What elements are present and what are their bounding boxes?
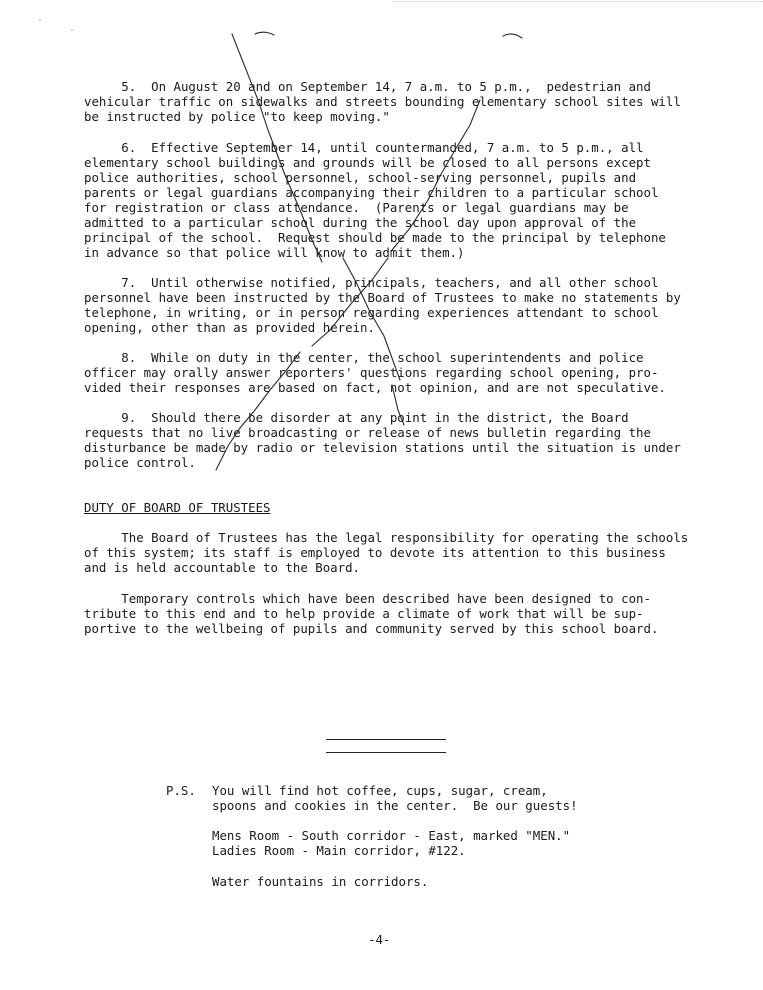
- paragraph-8-line-2: officer may orally answer reporters' questions regarding school opening, pro-: [84, 365, 659, 380]
- pen-stroke-diagonal-2: [343, 258, 400, 380]
- page-number: -4-: [368, 932, 391, 947]
- paragraph-7-line-3: telephone, in writing, or in person regarding experiences attendant to school: [84, 305, 659, 320]
- duty-paragraph-1-line-3: and is held accountable to the Board.: [84, 560, 361, 575]
- paragraph-8-line-1: 8. While on duty in the center, the school superintendents and police: [84, 350, 644, 365]
- ps-line-5: Ladies Room - Main corridor, #122.: [212, 843, 466, 858]
- paragraph-6-line-8: in advance so that police will know to admit them.): [84, 245, 465, 260]
- paragraph-8-line-3: vided their responses are based on fact, not opinion, and are not speculative.: [84, 380, 666, 395]
- paragraph-9-line-2: requests that no live broadcasting or release of news bulletin regarding the: [84, 425, 651, 440]
- duty-paragraph-1-line-2: of this system; its staff is employed to devote its attention to this business: [84, 545, 666, 560]
- pen-stroke-right-1: [392, 100, 480, 250]
- paragraph-7-line-2: personnel have been instructed by the Board of Trustees to make no statements by: [84, 290, 681, 305]
- paragraph-9-line-4: police control.: [84, 455, 196, 470]
- paragraph-6-line-1: 6. Effective September 14, until countermanded, 7 a.m. to 5 p.m., all: [84, 140, 644, 155]
- scan-speck: [71, 29, 73, 31]
- pen-stroke-diagonal-1: [268, 130, 322, 262]
- paragraph-6-line-7: principal of the school. Request should be made to the principal by telephone: [84, 230, 666, 245]
- ps-line-1: You will find hot coffee, cups, sugar, cream,: [212, 783, 548, 798]
- pen-tick-right: [503, 34, 522, 38]
- paragraph-5-line-1: 5. On August 20 and on September 14, 7 a.m. to 5 p.m., pedestrian and: [84, 79, 651, 94]
- paragraph-5-line-2: vehicular traffic on sidewalks and streets bounding elementary school sites will: [84, 94, 681, 109]
- pen-tick-left: [255, 32, 274, 35]
- paragraph-6-line-2: elementary school buildings and grounds will be closed to all persons except: [84, 155, 651, 170]
- ps-line-2: spoons and cookies in the center. Be our guests!: [212, 798, 578, 813]
- pen-stroke-diagonal-3: [392, 385, 404, 425]
- ps-line-7: Water fountains in corridors.: [212, 874, 429, 889]
- duty-paragraph-1-line-1: The Board of Trustees has the legal responsibility for operating the schools: [84, 530, 689, 545]
- duty-paragraph-2-line-3: portive to the wellbeing of pupils and community served by this school board.: [84, 621, 659, 636]
- paragraph-6-line-6: admitted to a particular school during the school day upon approval of the: [84, 215, 637, 230]
- pen-stroke-right-3: [216, 352, 300, 470]
- paragraph-6-line-3: police authorities, school personnel, school-serving personnel, pupils and: [84, 170, 637, 185]
- ps-line-4: Mens Room - South corridor - East, marked "MEN.": [212, 828, 571, 843]
- paragraph-9-line-1: 9. Should there be disorder at any point in the district, the Board: [84, 410, 629, 425]
- pen-stroke-upper-left: [232, 34, 268, 130]
- paragraph-5-line-3: be instructed by police "to keep moving.": [84, 109, 390, 124]
- paragraph-6-line-4: parents or legal guardians accompanying their children to a particular school: [84, 185, 659, 200]
- duty-paragraph-2-line-1: Temporary controls which have been described have been designed to con-: [84, 591, 651, 606]
- section-heading: DUTY OF BOARD OF TRUSTEES: [84, 500, 271, 515]
- paragraph-9-line-3: disturbance be made by radio or television stations until the situation is under: [84, 440, 681, 455]
- ps-label: P.S.: [166, 783, 196, 798]
- paragraph-7-line-4: opening, other than as provided herein.: [84, 320, 375, 335]
- duty-paragraph-2-line-2: tribute to this end and to help provide a climate of work that will be sup-: [84, 606, 644, 621]
- scan-speck: [39, 19, 41, 21]
- paragraph-7-line-1: 7. Until otherwise notified, principals, teachers, and all other school: [84, 275, 659, 290]
- paragraph-6-line-5: for registration or class attendance. (Parents or legal guardians may be: [84, 200, 629, 215]
